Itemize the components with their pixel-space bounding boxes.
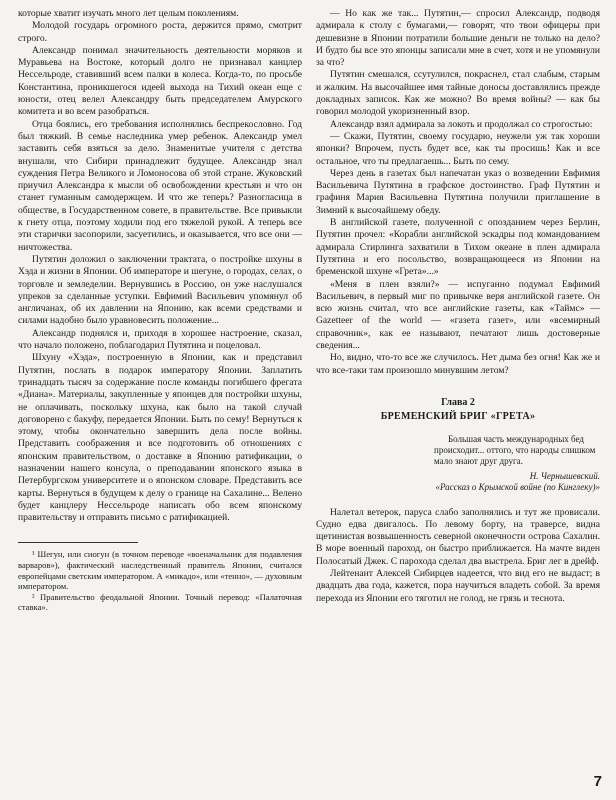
left-column bbox=[18, 8, 302, 613]
paragraph: Александр взял адмирала за локоть и продолжал со строгостью: bbox=[330, 118, 593, 130]
paragraph: «Меня в плен взяли?» — испуганно подумал Евфимий Васильевич, в первый миг по привычке веря английской газете. Он всю жизнь считал, что все английские газеты, как «Таймс» — Gazetteer of the world — «газета газет», или «всемирный справочник», как ее называют, печатают лишь достоверные сведения... bbox=[316, 278, 600, 352]
paragraph: Но, видно, что-то все же случилось. Нет дыма без огня! Как же и что все-таки там произошло минувшим летом? bbox=[316, 352, 600, 376]
epigraph bbox=[434, 434, 600, 493]
paragraph: Отца боялись, его требования исполнялись беспрекословно. Год был тяжкий. В семье наследника умер ребенок. Александр умел заставить себя взяться за дело. Знаменитые учителя с детства внушали, что Сибири принадлежит будущее. Александр знал суждения Петра Великого и Ломоносова об этой стране. Жуковский приучил Александра к мысли об освобождении крестьян и что он станет гуманным самодержцем. И что же теперь? Разногласица в обществе, в Государственном совете, в правительстве. Все привыкли к гнету отца, поэтому ходили под его тяжелой рукой. А теперь все эти старички засопорили, засуетились, и оказывается, что все они — ничтожества. bbox=[18, 118, 302, 253]
paragraph: Александр поднялся и, приходя в хорошее настроение, сказал, что начало положено, поблагодарил Путятина и поцеловал. bbox=[18, 327, 302, 352]
chapter-title: БРЕМЕНСКИЙ БРИГ «ГРЕТА» bbox=[380, 411, 536, 423]
page-number: 7 bbox=[593, 773, 602, 790]
epigraph-author: Н. Чернышевский. bbox=[529, 470, 600, 481]
paragraph: Путятин доложил о заключении трактата, о постройке шхуны в Хэда и жизни в Японии. Об императоре и шегуне, о городах, селах, о торговле и земледелии. Вернувшись в Россию, он уже наслушался упреков за сделанные уступки. Евфимий Васильевич упомянул об англичанах, об их давлении на Японию, как всеми средствами и силами надобно было уравновесить положение... bbox=[18, 253, 302, 327]
paragraph: Через день в газетах был напечатан указ о возведении Евфимия Васильевича Путятина в графское достоинство. Граф Путятин и графиня Мария Васильевна Путятина получили приглашение в Зимний к высочайшему обеду. bbox=[316, 167, 600, 216]
paragraph: Александр понимал значительность деятельности моряков и Муравьева на Востоке, который долго не признавал канцлер Нессельроде, ставивший всем палки в колеса. Когда-то, по просьбе Константина, проникшегося идеей выхода на Тихий океан еще с юности, отец велел Александру быть председателем Амурского комитета и во всем разобраться. bbox=[18, 44, 302, 118]
epigraph-source: «Рассказ о Крымской войне (по Кинглеку)» bbox=[435, 481, 600, 492]
paragraph: — Но как же так... Путятин,— спросил Александр, подводя адмирала к столу с бумагами,— говорят, что твои офицеры при дешевизне в Японии потратили большие деньги не только на дело? И будто бы все это японцы записали мне в счет, хотя и не упомянули за что? bbox=[316, 8, 600, 69]
paragraph: В английской газете, полученной с опозданием через Берлин, Путятин прочел: «Корабли английской эскадры под командованием адмирала Стирлинга захватили в Тихом океане в плен адмирала Путятина и его посольство, возвращающееся из Японии на бременской шхуне «Грета»...» bbox=[316, 217, 600, 278]
paragraph: Путятин смешался, ссутулился, покраснел, стал слабым, старым и жалким. На высочайшее имя тайные доносы доставлялись прежде докладных записок. Как же можно? Во время войны? — как бы говорил молодой укоризненный взор. bbox=[316, 69, 600, 118]
epigraph-text: Большая часть международных бед происходит... оттого, что народы слишком мало знают друг друга. bbox=[434, 433, 596, 466]
footnote: ² Правительство феодальной Японии. Точный перевод: «Палаточная ставка». bbox=[18, 591, 302, 613]
paragraph: — Скажи, Путятин, своему государю, неужели уж так хороши японки? Впрочем, пусть будет все, как ты просишь! Как и все остальное, что ты предлагаешь... Быть по сему. bbox=[316, 130, 600, 167]
footnote: ¹ Шегун, или сиогун (в точном переводе «военачальник для подавления варваров»), фактический наследственный правитель Японии, считался европейцами светским императором. А «микадо», или «тенно», — духовным императором. bbox=[18, 549, 302, 592]
footnote-divider bbox=[18, 542, 138, 543]
paragraph: Молодой государь огромного роста, держится прямо, смотрит строго. bbox=[18, 20, 302, 44]
paragraph: Лейтенант Алексей Сибирцев надеется, что вид его не выдаст; в двадцать два года, кажется, пора научиться владеть собой. За время перехода из Японии его тяготил не голод, не грязь и теснота. bbox=[316, 567, 600, 604]
paragraph: Налетал ветерок, паруса слабо заполнялись и тут же провисали. Судно едва двигалось. По левому борту, на траверсе, видна щетинистая возвышенность северной оконечности острова Сахалин. В море военный пароход, он быстро приближается. На мачте виден Полосатый Джек. С парохода сделал два выстрела. Бриг лег в дрейф. bbox=[316, 506, 600, 567]
chapter-number: Глава 2 bbox=[441, 396, 475, 408]
paragraph: Шхуну «Хэда», построенную в Японии, как и представил Путятин, послать в подарок императору Японии. Заплатить тринадцать тысяч за содержание после команды погибшего фрегата «Диана». Материалы, закупленные у японцев для постройки шхуны, не оплачивать, поскольку шхуна, как было на такой случай договорено с бакуфу, передается Японии. Быть по сему! Вернуться к этому, чтобы окончательно завершить дела после войны. Представить соображения и все подготовить об отношениях с японским правительством, о доставке в Японию ратификации, о назначении нашего консула, о преподавании японского языка в Петербургском университете и о японском словаре. Представить все карты. Вернуться в будущем к делу о границе на Сахалине... Велено будет канцлеру Нессельроде написать обо всем японскому правительству и отправить письмо с ратификацией. bbox=[18, 352, 302, 524]
paragraph: которые хватит изучать много лет целым поколениям. bbox=[18, 8, 239, 19]
right-column bbox=[316, 8, 600, 605]
